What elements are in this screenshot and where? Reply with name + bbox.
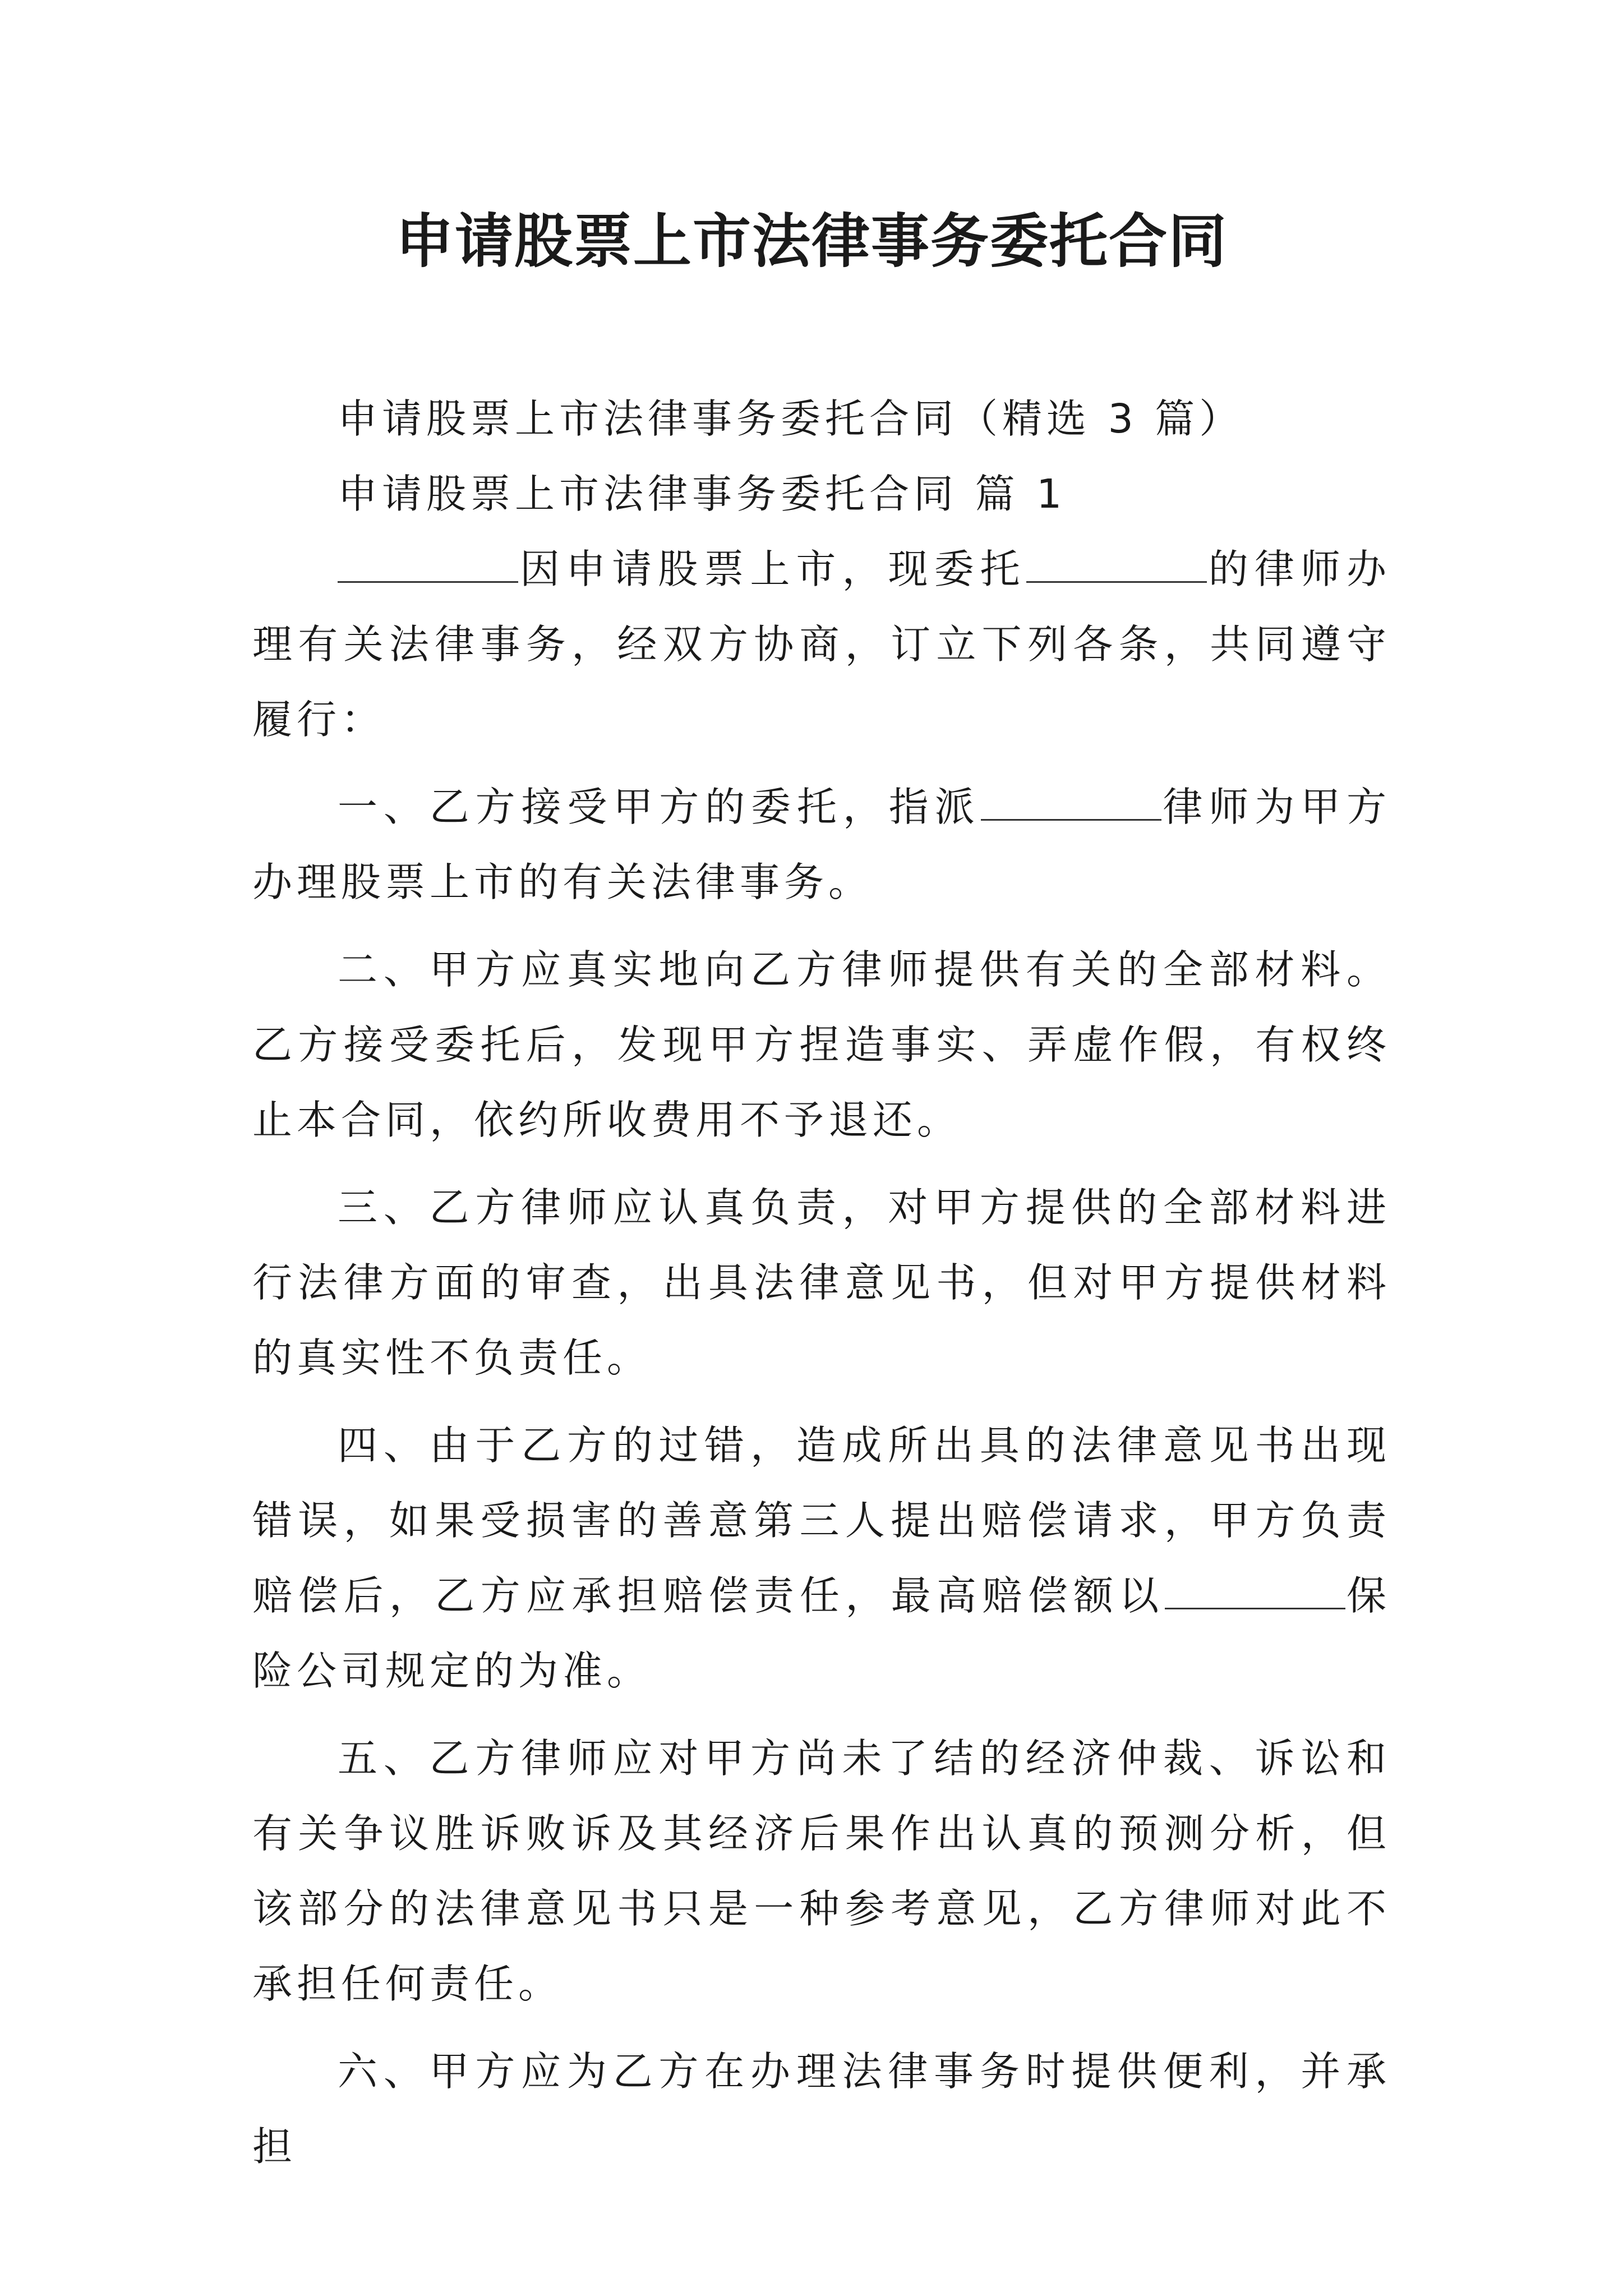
preamble-text-2: 的律师办理有关法律事务，经双方协商，订立下列各条，共同遵守履行： (252, 546, 1391, 743)
document-subtitle: 申请股票上市法律事务委托合同（精选 3 篇） (338, 395, 1244, 442)
clause-3: 三、乙方律师应认真负责，对甲方提供的全部材料进行法律方面的审查，出具法律意见书，但对甲方提供材料的真实性不负责任。 (252, 1184, 1391, 1381)
section-heading: 申请股票上市法律事务委托合同 篇 1 (338, 471, 1067, 517)
law-firm-blank (1026, 547, 1207, 583)
lawyer-name-blank (981, 785, 1161, 821)
clause-1 (252, 770, 1391, 920)
clause-2: 二、甲方应真实地向乙方律师提供有关的全部材料。乙方接受委托后，发现甲方捏造事实、弄虚作假，有权终止本合同，依约所收费用不予退还。 (252, 946, 1391, 1143)
clause-4 (252, 1408, 1391, 1709)
preamble-paragraph (252, 532, 1391, 757)
clause-1-text-2: 律师为甲方办理股票上市的有关法律事务。 (252, 784, 1391, 905)
preamble-text-1: 因申请股票上市，现委托 (518, 546, 1026, 592)
clause-5: 五、乙方律师应对甲方尚未了结的经济仲裁、诉讼和有关争议胜诉败诉及其经济后果作出认真的预测分析，但该部分的法律意见书只是一种参考意见，乙方律师对此不承担任何责任。 (252, 1735, 1391, 2007)
client-name-blank (338, 547, 518, 583)
document-title: 申请股票上市法律事务委托合同 (395, 206, 1228, 275)
clause-4-text-1: 四、由于乙方的过错，造成所出具的法律意见书出现错误，如果受损害的善意第三人提出赔偿请求，甲方负责赔偿后，乙方应承担赔偿责任，最高赔偿额以 (252, 1422, 1391, 1619)
clause-4-text-2: 保险公司规定的为准。 (252, 1572, 1391, 1694)
document-body (252, 381, 1391, 2197)
clause-6: 六、甲方应为乙方在办理法律事务时提供便利，并承担 (252, 2048, 1391, 2170)
clause-1-text-1: 一、乙方接受甲方的委托，指派 (338, 784, 981, 830)
insurer-blank (1165, 1574, 1345, 1609)
